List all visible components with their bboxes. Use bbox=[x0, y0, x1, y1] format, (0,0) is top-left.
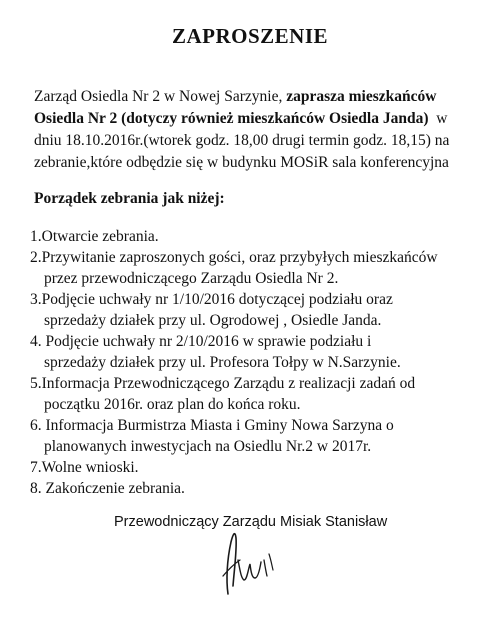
agenda-item-line: sprzedaży działek przy ul. Ogrodowej , Osiedle Janda. bbox=[44, 312, 382, 329]
agenda-item bbox=[30, 226, 490, 247]
intro-line-2 bbox=[34, 108, 484, 130]
intro-line-2-text: w bbox=[428, 110, 448, 127]
intro-paragraph bbox=[34, 86, 484, 174]
agenda-item bbox=[30, 457, 490, 478]
agenda-item-line: początku 2016r. oraz plan do końca roku. bbox=[44, 396, 301, 413]
agenda-item-line: 7.Wolne wnioski. bbox=[30, 459, 139, 476]
agenda-item-line: 8. Zakończenie zebrania. bbox=[30, 480, 185, 497]
agenda-heading: Porządek zebrania jak niżej: bbox=[34, 190, 225, 207]
agenda-item bbox=[30, 331, 490, 373]
agenda-list bbox=[30, 226, 490, 499]
agenda-item bbox=[30, 247, 490, 289]
handwritten-signature bbox=[214, 520, 284, 600]
agenda-item bbox=[30, 289, 490, 331]
document-title: ZAPROSZENIE bbox=[171, 24, 329, 48]
intro-line-2-bold: Osiedla Nr 2 (dotyczy również mieszkańców Osiedla Janda) bbox=[34, 110, 429, 127]
agenda-item-line: 1.Otwarcie zebrania. bbox=[30, 228, 159, 245]
agenda-item-line: sprzedaży działek przy ul. Profesora Tołpy w N.Sarzynie. bbox=[44, 354, 401, 371]
agenda-item bbox=[30, 478, 490, 499]
agenda-item-line: planowanych inwestycjach na Osiedlu Nr.2 w 2017r. bbox=[44, 438, 372, 455]
intro-line-1-text: Zarząd Osiedla Nr 2 w Nowej Sarzynie, bbox=[34, 88, 287, 105]
agenda-item-line: 6. Informacja Burmistrza Miasta i Gminy Nowa Sarzyna o bbox=[30, 417, 394, 434]
agenda-item bbox=[30, 373, 490, 415]
agenda-item bbox=[30, 415, 490, 457]
agenda-item-line: przez przewodniczącego Zarządu Osiedla Nr 2. bbox=[44, 270, 339, 287]
agenda-item-line: 5.Informacja Przewodniczącego Zarządu z realizacji zadań od bbox=[30, 375, 416, 392]
agenda-item-line: 2.Przywitanie zaproszonych gości, oraz przybyłych mieszkańców bbox=[30, 249, 438, 266]
intro-line-4: zebranie,które odbędzie się w budynku MOSiR sala konferencyjna bbox=[34, 154, 449, 171]
agenda-item-line: 4. Podjęcie uchwały nr 2/10/2016 w sprawie podziału i bbox=[30, 333, 372, 350]
agenda-item-line: 3.Podjęcie uchwały nr 1/10/2016 dotyczącej podziału oraz bbox=[30, 291, 393, 308]
signature-line: Przewodniczący Zarządu Misiak Stanisław bbox=[114, 514, 388, 530]
intro-line-1-bold: zaprasza mieszkańców bbox=[286, 88, 437, 105]
intro-line-1 bbox=[34, 86, 484, 108]
intro-line-3: dniu 18.10.2016r.(wtorek godz. 18,00 drugi termin godz. 18,15) na bbox=[34, 132, 450, 149]
